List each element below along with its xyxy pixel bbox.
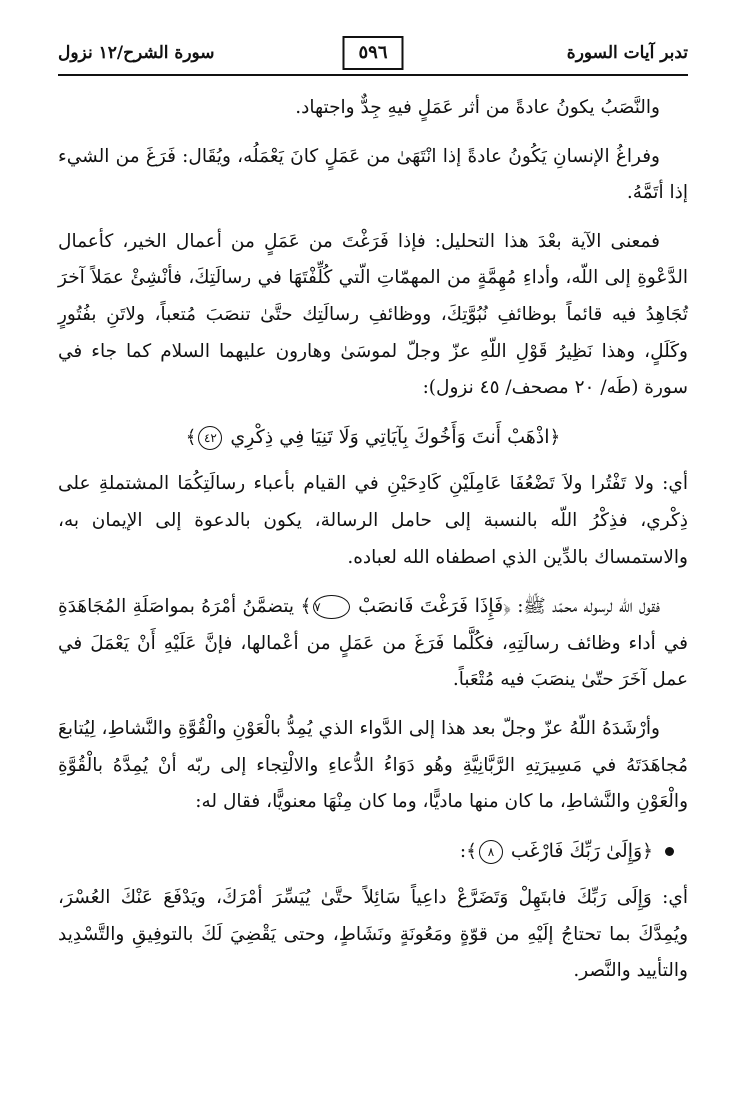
page-header	[58, 34, 688, 72]
verse-open-bracket: ﴿	[503, 596, 511, 618]
header-section-title: تدبر آيات السورة	[566, 43, 688, 63]
quran-verse-block	[58, 419, 688, 457]
paragraph-1: والنَّصَبُ يكونُ عادةً من أثر عَمَلٍ فيهِ جِدٌّ واجتهاد.	[295, 97, 660, 118]
page-body	[58, 90, 688, 1002]
paragraph-2: وفراغُ الإنسانِ يَكُونُ عادةً إذا انْتَهَىٰ من عَمَلٍ كانَ يَعْمَلُه، ويُقَال: فَرَغَ من الشيء إذا أتَمَّهُ.	[58, 145, 688, 204]
bullet-dot-icon	[665, 847, 674, 856]
paragraph-5	[58, 588, 688, 699]
verse-number-badge: ٨	[479, 840, 503, 864]
verse-number-badge: ٧	[313, 595, 349, 619]
verse-number-badge: ٤٢	[198, 426, 222, 450]
verse-close-bracket: ﴾	[466, 840, 477, 862]
header-rule	[58, 74, 688, 76]
paragraph-6: وأرْشَدَهُ اللّهُ عزّ وجلّ بعد هذا إلى الدَّواء الذي يُمِدُّ بالْعَوْنِ والْقُوَّةِ والنَّشاطِ، لِيُتابعَ مُجاهَدَتَهُ في مَسِيرَتِهِ الرَّبَّانِيَّةِ وهُو دَوَاءُ الدُّعاءِ والالْتِجاء إلى ربّه أنْ يُمِدَّهُ بالْقُوَّةِ والْعَوْنِ والنَّشاطِ، ما كان منها ماديًّا، وما كان مِنْهَا معنويًّا، فقال له:	[58, 717, 688, 813]
p5-rest: يتضمَّنُ أمْرَهُ بمواصَلَةِ المُجَاهَدَةِ في أداء وظائف رسالَتِهِ، فكُلَّما فَرَغَ من عَمَلٍ من أعْمالها، فإنَّ عَلَيْهِ أَنْ يَعْمَلَ في عمل آخَرَ حتّىٰ ينصَبَ فيه مُتْعَباً.	[58, 596, 688, 691]
page-number: ٥٩٦	[342, 36, 403, 70]
verse-close-bracket: ﴾	[300, 596, 312, 618]
paragraph-4: أي: ولا تَفْتُرا ولاَ تَضْعُفَا عَامِلَيْنِ كَادِحَيْنِ في القيام بأعباء رسالَتِكُمَا المشتملةِ على ذِكْري، فذِكْرُ اللّه بالنسبة إلى حامل الرسالة، يكون بالدعوة إلى الإيمان به، والاستمساك بالدِّين الذي اصطفاه الله لعباده.	[58, 473, 688, 568]
inline-verse-text: فَإِذَا فَرَغْتَ فَانصَبْ	[358, 595, 504, 618]
verse-text: اذْهَبْ أَنتَ وَأَخُوكَ بِآيَاتِي وَلَا تَنِيَا فِي ذِكْرِي	[230, 425, 550, 448]
verse-open-bracket: ﴿	[549, 426, 561, 448]
header-surah-title: سورة الشرح/١٢ نزول	[58, 43, 215, 63]
paragraph-3: فمعنى الآية بعْدَ هذا التحليل: فإذا فَرَغْتَ من عَمَلٍ من أعمال الخير، كأعمال الدَّعْوةِ إلى اللّه، وأداءِ مُهِمَّةٍ من المهمّاتِ الّتي كُلِّفْتَهَا في رسالَتِكَ، فأنْشِئْ عمَلاً آخرَ تُجَاهِدُ فيه قائماً بوظائفِ نُبُوَّتِكَ، ووظائفِ رسالَتِك حتَّىٰ تنصَبَ مُتعباً، ولاتَنِ بفُتُورٍ وكَلَلٍ، وهذا نَظِيرُ قَوْلِ اللّهِ عزّ وجلّ لموسَىٰ وهارون عليهما السلام كما جاء في سورة (طَه/ ٢٠ مصحف/ ٤٥ نزول):	[58, 230, 688, 399]
bullet-verse	[58, 833, 688, 871]
bullet-colon: :	[459, 840, 467, 862]
p5-intro: فقول الله لرسوله محمّد ﷺ:	[510, 596, 660, 618]
verse-open-bracket: ﴿	[642, 840, 653, 862]
inline-verse-text: وَإِلَىٰ رَبِّكَ فَارْغَب	[510, 839, 643, 862]
paragraph-7: أي: وَإِلَى رَبِّكَ فابتَهِلْ وَتَضَرَّعْ داعِياً سَائِلاً حتَّىٰ يُيَسِّرَ أمْرَكَ، ويَدْفَعَ عَنْكَ العُسْرَ، ويُمِدَّكَ بما تحتاجُ إلَيْهِ من قوّةٍ ومَعُونَةٍ ونَشَاطٍ، وحتى يَقْضِيَ لَكَ بالتوفِيقِ والتَّسْدِيد والتأييد والنَّصر.	[58, 887, 688, 982]
verse-close-bracket: ﴾	[185, 426, 197, 448]
